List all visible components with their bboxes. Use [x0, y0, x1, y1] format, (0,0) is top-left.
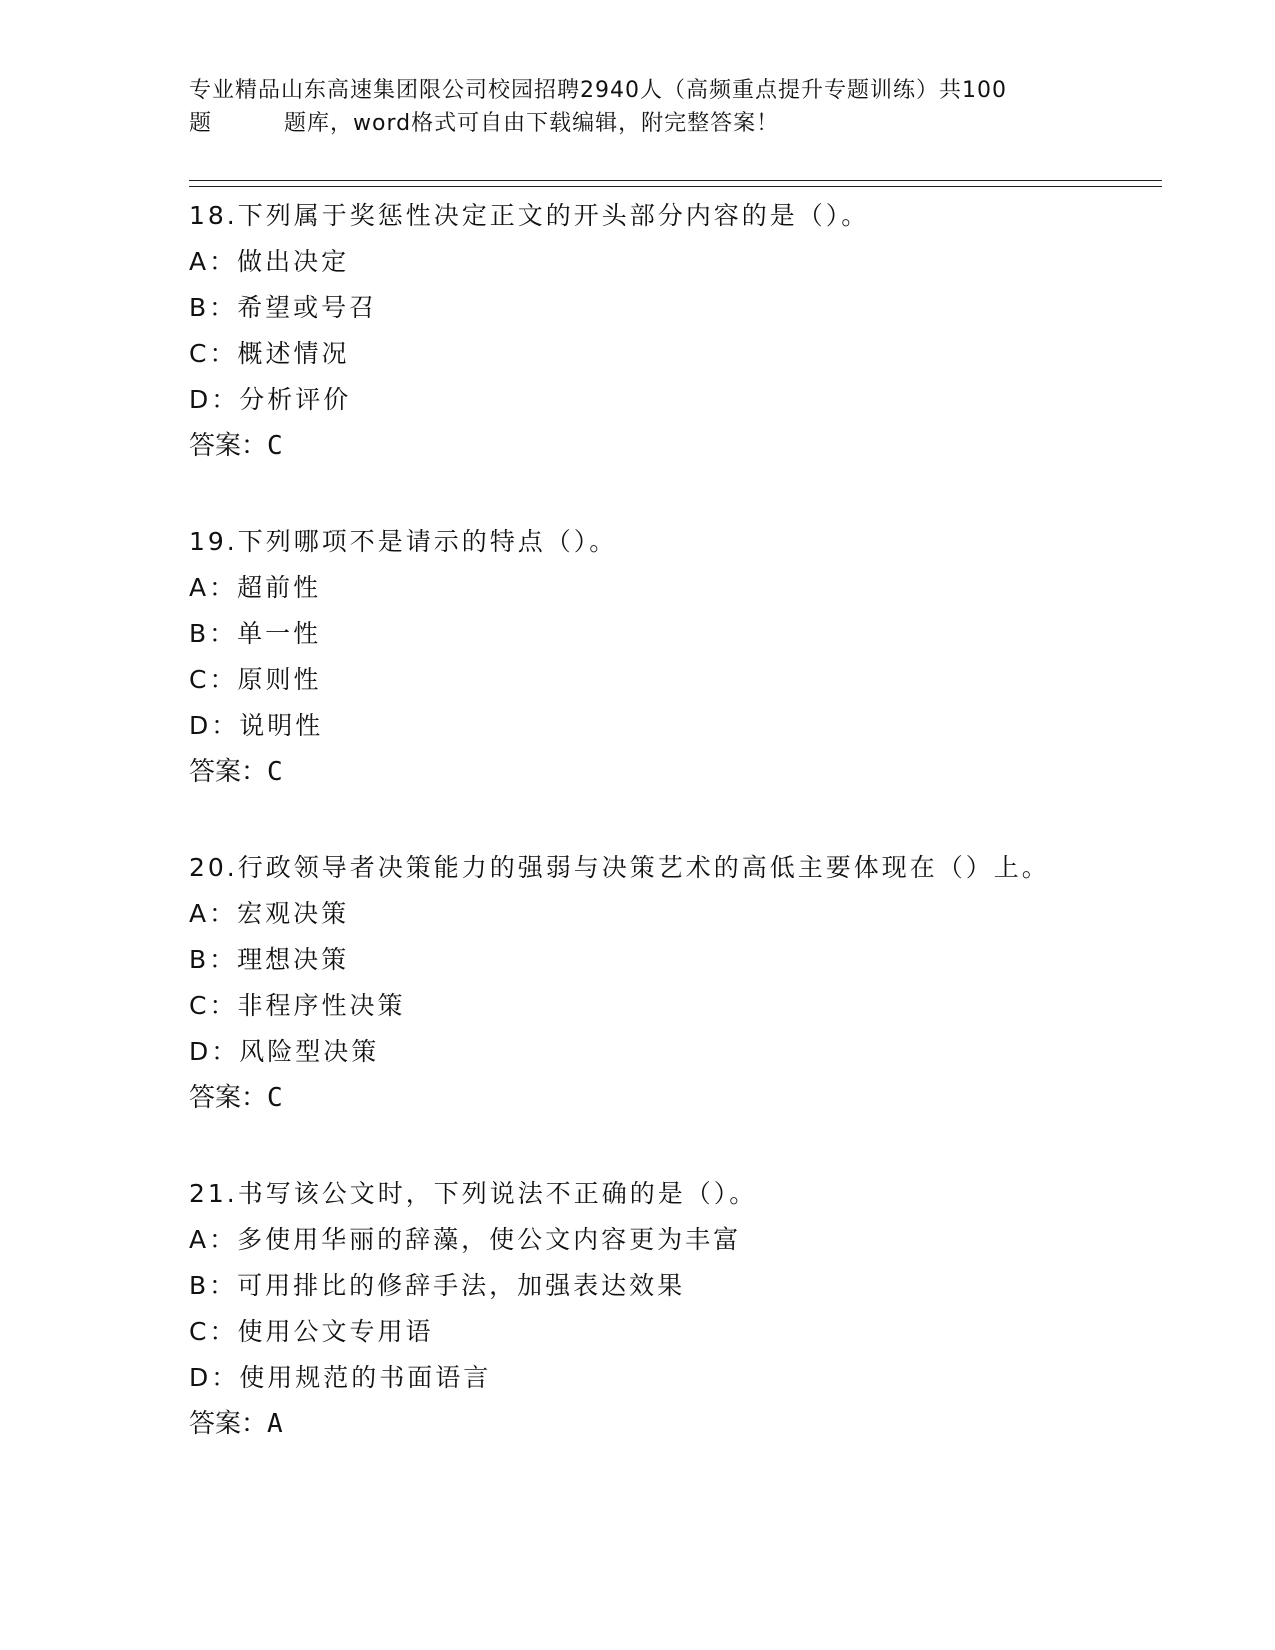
option-b: B：理想决策: [189, 945, 350, 974]
header-title-line2-right: 题库，word格式可自由下载编辑，附完整答案！: [284, 111, 780, 136]
header-title-line2: [189, 107, 1109, 140]
answer: 答案：C: [189, 757, 283, 787]
question-19: [189, 519, 1169, 795]
option-d: D：分析评价: [189, 385, 352, 414]
answer: 答案：A: [189, 1409, 283, 1439]
header-title-line2-left: 题: [189, 111, 213, 136]
option-b: B：希望或号召: [189, 293, 378, 322]
option-c: C：概述情况: [189, 339, 350, 368]
answer: 答案：C: [189, 431, 283, 461]
document-header: [189, 74, 1109, 140]
answer: 答案：C: [189, 1083, 283, 1113]
option-c: C：非程序性决策: [189, 991, 406, 1020]
option-d: D：说明性: [189, 711, 324, 740]
question-list: [189, 186, 1169, 1497]
option-a: A：做出决定: [189, 247, 350, 276]
question-20: [189, 845, 1169, 1121]
question-18: [189, 193, 1169, 469]
option-b: B：单一性: [189, 619, 322, 648]
question-stem: 21.书写该公文时，下列说法不正确的是（）。: [189, 1179, 758, 1208]
option-a: A：多使用华丽的辞藻，使公文内容更为丰富: [189, 1225, 742, 1254]
option-d: D：使用规范的书面语言: [189, 1363, 492, 1392]
question-stem: 18.下列属于奖惩性决定正文的开头部分内容的是（）。: [189, 201, 870, 230]
option-a: A：超前性: [189, 573, 322, 602]
question-stem: 20.行政领导者决策能力的强弱与决策艺术的高低主要体现在（）上。: [189, 853, 1050, 882]
option-d: D：风险型决策: [189, 1037, 380, 1066]
option-c: C：使用公文专用语: [189, 1317, 434, 1346]
question-21: [189, 1171, 1169, 1447]
header-divider-top: [189, 180, 1162, 181]
option-b: B：可用排比的修辞手法，加强表达效果: [189, 1271, 686, 1300]
question-stem: 19.下列哪项不是请示的特点（）。: [189, 527, 618, 556]
option-a: A：宏观决策: [189, 899, 350, 928]
header-title-line1: 专业精品山东高速集团限公司校园招聘2940人（高频重点提升专题训练）共100: [189, 78, 1007, 103]
option-c: C：原则性: [189, 665, 322, 694]
